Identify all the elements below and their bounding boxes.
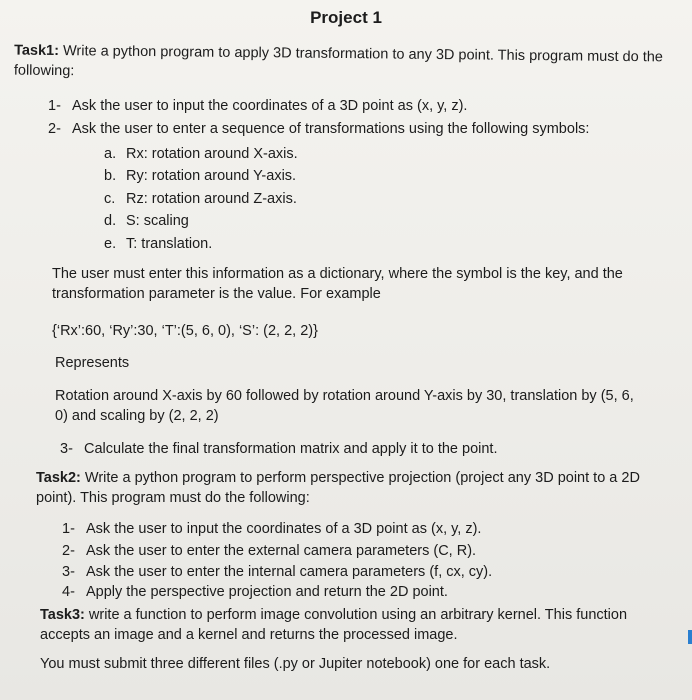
page-title: Project 1 [310,8,382,27]
symbol-a-letter: a. [104,146,117,162]
task2-intro-text: Write a python program to perform perspective projection (project any 3D point to a 2D point). This program must do the following: [36,470,640,506]
dictionary-note: The user must enter this information as a dictionary, where the symbol is the key, and the transformation parameter is the value. For example [52,266,623,302]
symbol-c-text: Rz: rotation around Z-axis. [126,191,297,207]
symbol-b-letter: b. [104,168,117,184]
task2-step2: Ask the user to enter the external camera parameters (C, R). [86,543,477,559]
symbol-e-text: T: translation. [126,236,213,252]
task1-step3-number: 3- [60,441,73,457]
task1-step1-number: 1- [48,98,61,114]
task1-intro-text: Write a python program to apply 3D transformation to any 3D point. This program must do the following: [13,43,663,80]
task3-intro [40,605,640,645]
task1-step1: Ask the user to input the coordinates of a 3D point as (x, y, z). [72,98,468,114]
task1-step2-number: 2- [48,121,61,137]
submission-note: You must submit three different files (.py or Jupiter notebook) one for each task. [40,656,551,672]
task3-intro-text: write a function to perform image convolution using an arbitrary kernel. This function accepts an image and a kernel and returns the processed image. [40,607,628,643]
represents-label: Represents [55,355,130,371]
task1-label: Task1: [14,42,60,60]
symbol-d-letter: d. [104,213,117,229]
task2-step4: Apply the perspective projection and return the 2D point. [86,584,448,600]
task2-step4-number: 4- [62,584,75,600]
example-explanation: Rotation around X-axis by 60 followed by rotation around Y-axis by 30, translation by (5, 6, 0) and scaling by (2, 2, 2) [55,388,634,424]
symbol-d-text: S: scaling [126,213,189,229]
example-dictionary: {‘Rx’:60, ‘Ry’:30, ‘T’:(5, 6, 0), ‘S’: (2, 2, 2)} [52,323,318,339]
task2-step3: Ask the user to enter the internal camera parameters (f, cx, cy). [86,564,493,580]
task3-label: Task3: [40,607,85,623]
symbol-e-letter: e. [104,236,117,252]
symbol-a-text: Rx: rotation around X-axis. [126,146,298,162]
task1-step2: Ask the user to enter a sequence of transformations using the following symbols: [72,121,590,137]
symbol-c-letter: c. [104,191,116,207]
task1-intro [14,41,664,88]
task2-step1-number: 1- [62,521,75,537]
task1-step3: Calculate the final transformation matrix and apply it to the point. [84,441,498,457]
page-edge-mark [688,630,692,644]
task2-label: Task2: [36,470,81,486]
task2-step3-number: 3- [62,564,75,580]
task2-step2-number: 2- [62,543,75,559]
task2-step1: Ask the user to input the coordinates of a 3D point as (x, y, z). [86,521,482,537]
task2-intro [36,468,646,508]
symbol-b-text: Ry: rotation around Y-axis. [126,168,297,184]
